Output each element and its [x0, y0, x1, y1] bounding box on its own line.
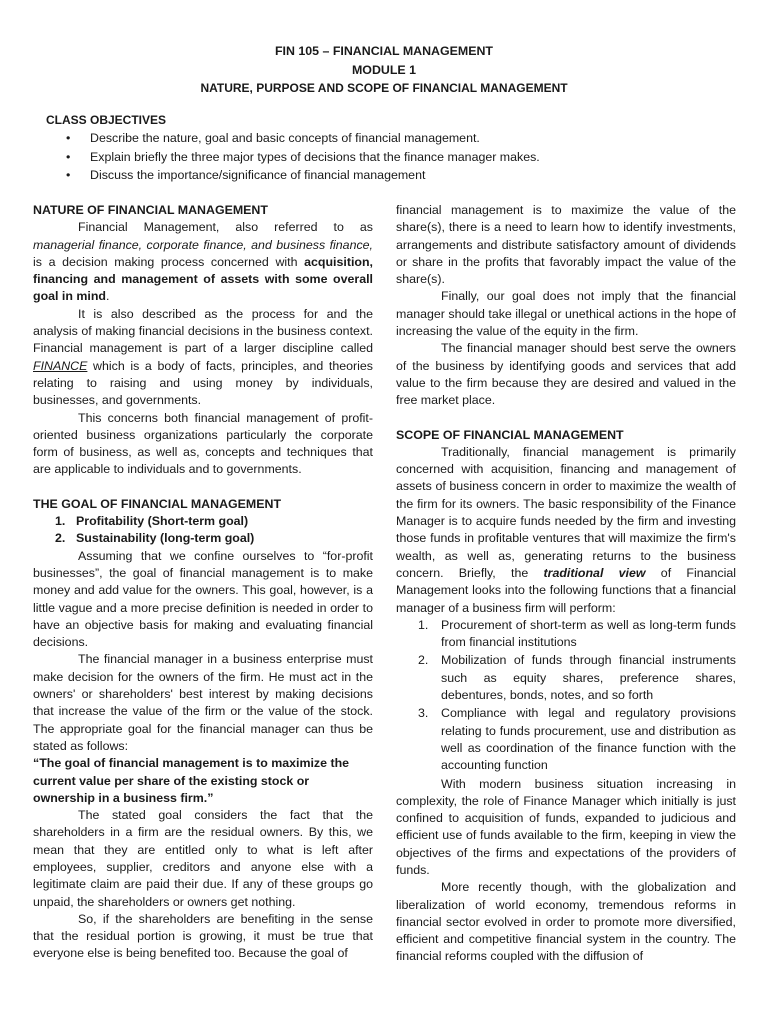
goal-paragraph-4-continued: financial management is to maximize the value of the share(s), there is a need to learn how to identify investments, arrangements and distribute satisfactory amount of dividends or share in the profits that favorably impact the value of the share(s).	[396, 203, 736, 287]
function-item: 1. Procurement of short-term as well as long-term funds from financial institutions	[418, 617, 736, 650]
objective-item: • Discuss the importance/significance of financial management	[66, 166, 726, 185]
functions-list	[418, 617, 736, 775]
module-title: MODULE 1	[351, 62, 417, 77]
scope-paragraph-3: More recently though, with the globalization and liberalization of world economy, tremendous reforms in financial sector evolved in order to promote more diversified, efficient and competitive financial system in the country. The financial reforms coupled with the diffusion of	[396, 880, 736, 964]
objective-item: • Explain briefly the three major types of decisions that the finance manager makes.	[66, 148, 726, 167]
nature-paragraph-3: This concerns both financial management of profit-oriented business organizations particularly the corporate form of business, as well as, concepts and techniques that are applicable to individuals and to governments.	[33, 410, 373, 477]
left-column	[33, 202, 373, 963]
goal-item: 1. Profitability (Short-term goal)	[55, 514, 249, 529]
goal-list	[55, 513, 373, 548]
scope-paragraph-1: Traditionally, financial management is primarily concerned with acquisition, financing and management of assets of business concern in order to maximize the wealth of the firm for its owners. The basic responsibility of the Finance Manager is to acquire funds needed by the firm and investing those funds in profitable ventures that will maximize the firm's wealth, as well as, generating returns to the business concern. Briefly, the traditional view of Financial Management looks into the following functions that a financial manager of a business firm will perform:	[396, 444, 736, 615]
nature-paragraph-2: It is also described as the process for and the analysis of making financial decisions in the business context. Financial management is part of a larger discipline called FINANCE which is a body of facts, principles, and theories relating to raising and using money by individuals, businesses, and governments.	[33, 306, 373, 408]
nature-heading: NATURE OF FINANCIAL MANAGEMENT	[33, 203, 268, 217]
goal-paragraph-1: Assuming that we confine ourselves to “for-profit businesses”, the goal of financial management is to make money and add value for the owners. This goal, however, is a little vague and a more precise definition is needed in order to have an objective basis for making and evaluating financial decisions.	[33, 548, 373, 650]
objectives-list	[66, 129, 726, 185]
function-item: 3. Compliance with legal and regulatory provisions relating to funds procurement, use and distribution as well as coordination of the finance function with the accounting function	[418, 706, 736, 773]
goal-item: 2. Sustainability (long-term goal)	[55, 531, 255, 546]
bullet-icon: •	[66, 131, 71, 146]
goal-paragraph-6: The financial manager should best serve the owners of the business by identifying goods and services that add value to the firm because they are desired and valued in the free market place.	[396, 341, 736, 408]
objectives-heading: CLASS OBJECTIVES	[46, 113, 167, 127]
topic-title: NATURE, PURPOSE AND SCOPE OF FINANCIAL MANAGEMENT	[200, 81, 568, 95]
goal-paragraph-5: Finally, our goal does not imply that the financial manager should take illegal or unethical actions in the hope of increasing the value of the equity in the firm.	[396, 289, 736, 339]
document-header	[0, 42, 768, 98]
goal-heading: THE GOAL OF FINANCIAL MANAGEMENT	[33, 496, 282, 511]
goal-paragraph-4: So, if the shareholders are benefiting in the sense that the residual portion is growing, it must be true that everyone else is being benefited too. Because the goal of	[33, 911, 373, 961]
goal-paragraph-3: The stated goal considers the fact that the shareholders in a firm are the residual owners. By this, we mean that they are entitled only to what is left after employees, supplier, creditors and anyone else with a legitimate claim are paid their due. If any of these groups go unpaid, the shareholders or owners get nothing.	[33, 808, 373, 909]
nature-paragraph-1: Financial Management, also referred to as managerial finance, corporate finance, and business finance, is a decision making process concerned with acquisition, financing and management of assets with some overall goal in mind.	[33, 220, 373, 304]
bullet-icon: •	[66, 149, 71, 164]
right-column	[396, 202, 736, 966]
goal-quote: “The goal of financial management is to maximize the current value per share of the existing stock or ownership in a business firm.”	[33, 756, 350, 805]
objective-item: • Describe the nature, goal and basic concepts of financial management.	[66, 129, 726, 148]
bullet-icon: •	[66, 168, 71, 183]
scope-paragraph-2: With modern business situation increasing in complexity, the role of Finance Manager which initially is just confined to acquisition of funds, expanded to judicious and efficient use of funds available to the firm, keeping in view the objectives of the firms and expectations of the providers of funds.	[396, 776, 736, 877]
scope-heading: SCOPE OF FINANCIAL MANAGEMENT	[396, 427, 624, 442]
goal-paragraph-2: The financial manager in a business enterprise must make decision for the owners of the firm. He must act in the owners' or shareholders' best interest by making decisions that increase the value of the firm or the value of the stock. The appropriate goal for the financial manager can thus be stated as follows:	[33, 652, 373, 753]
class-objectives	[46, 112, 726, 185]
course-title: FIN 105 – FINANCIAL MANAGEMENT	[274, 44, 493, 58]
function-item: 2. Mobilization of funds through financial instruments such as equity shares, preference shares, debentures, bonds, notes, and so forth	[418, 653, 736, 703]
